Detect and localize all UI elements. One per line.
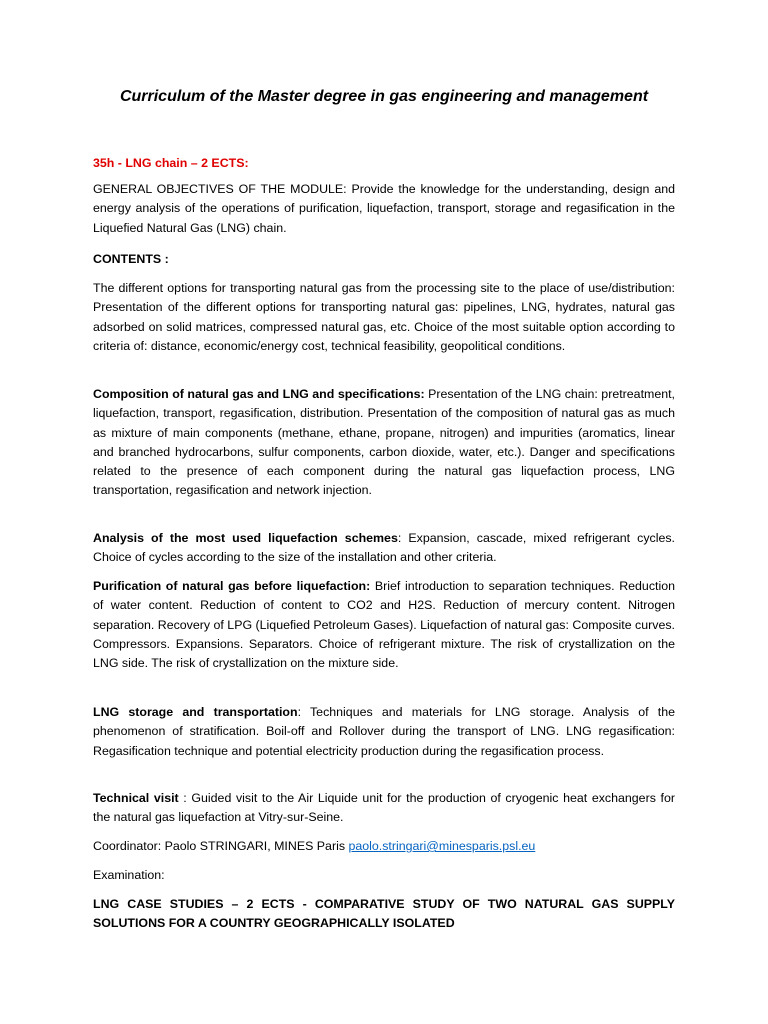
paragraph-liquefaction-schemes: Analysis of the most used liquefaction schemes: Expansion, cascade, mixed refrigerant cycles. Choice of cycles according to the size of the installation and other criteria. — [93, 531, 675, 565]
coordinator-line: Coordinator: Paolo STRINGARI, MINES Paris paolo.stringari@minesparis.psl.eu — [93, 839, 536, 853]
paragraph-transport-options: The different options for transporting natural gas from the processing site to the place of use/distribution: Presentation of the different options for transporting natural gas: pipelines, LNG, hydrates, natural gas adsorbed on solid matrices, compressed natural gas, etc. Choice of the most suitable option according to criteria of: distance, economic/energy cost, technical feasibility, geopolitical conditions. — [93, 281, 675, 353]
paragraph-technical-visit: Technical visit : Guided visit to the Air Liquide unit for the production of cryogenic heat exchangers for the natural gas liquefaction at Vitry-sur-Seine. — [93, 791, 675, 825]
paragraph-storage-transport: LNG storage and transportation: Techniques and materials for LNG storage. Analysis of the phenomenon of stratification. Boil-off and Rollover during the transport of LNG. LNG regasification: Regasification technique and potential electricity production during the regasification process. — [93, 705, 675, 758]
paragraph-composition: Composition of natural gas and LNG and specifications: Presentation of the LNG chain: pretreatment, liquefaction, transport, regasification, distribution. Presentation of the composition of natural gas as much as mixture of main components (methane, ethane, propane, nitrogen) and impurities (aromatics, linear and branched hydrocarbons, sulfur components, carbon dioxide, water, etc.). Danger and specifications related to the presence of each component during the natural gas liquefaction process, LNG transportation, regasification and network injection. — [93, 387, 675, 498]
general-objectives: GENERAL OBJECTIVES OF THE MODULE: Provide the knowledge for the understanding, design and energy analysis of the operations of purification, liquefaction, transport, storage and regasification in the Liquefied Natural Gas (LNG) chain. — [93, 182, 675, 235]
coordinator-email-link[interactable]: paolo.stringari@minesparis.psl.eu — [348, 839, 536, 853]
module-heading: 35h - LNG chain – 2 ECTS: — [93, 156, 249, 170]
examination-label: Examination: — [93, 868, 165, 882]
contents-heading: CONTENTS : — [93, 252, 169, 266]
case-studies-heading: LNG CASE STUDIES – 2 ECTS - COMPARATIVE STUDY OF TWO NATURAL GAS SUPPLY SOLUTIONS FOR A COUNTRY GEOGRAPHICALLY ISOLATED — [93, 897, 675, 931]
paragraph-purification: Purification of natural gas before liquefaction: Brief introduction to separation techniques. Reduction of water content. Reduction of content to CO2 and H2S. Reduction of mercury content. Nitrogen separation. Recovery of LPG (Liquefied Petroleum Gases). Liquefaction of natural gas: Composite curves. Compressors. Expansions. Separators. Choice of refrigerant mixture. The risk of crystallization on the LNG side. The risk of crystallization on the mixture side. — [93, 579, 676, 671]
document-title: Curriculum of the Master degree in gas engineering and management — [119, 88, 649, 105]
